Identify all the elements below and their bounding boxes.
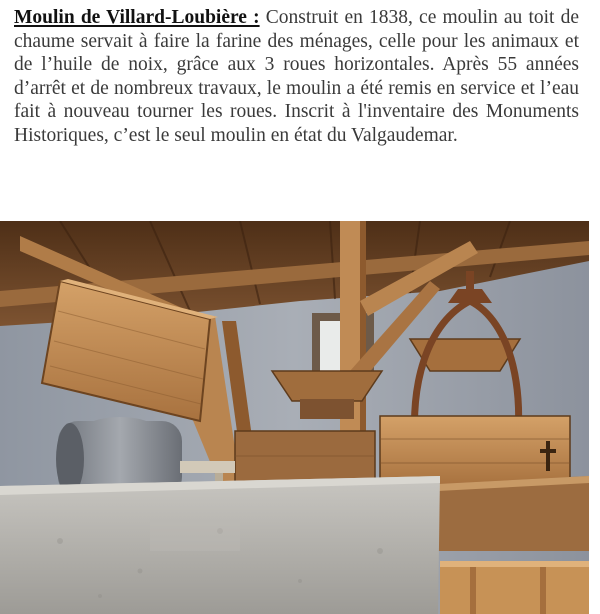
article-body: Construit en 1838, ce moulin au toit de chaume servait à faire la farine des ménages, celle pour les animaux et de l’huile de noix, grâce aux 3 roues horizontales. Après 55 années d’arrêt et de nombreux travaux, le moulin a été remis en service et l’eau fait à nouveau tourner les roues. Inscrit à l'inventaire des Monuments Historiques, c’est le seul moulin en état du Valgaudemar.	[14, 7, 580, 146]
article-paragraph	[14, 6, 579, 147]
article-title: Moulin de Villard-Loubière :	[14, 7, 260, 28]
mill-interior-photo	[0, 221, 589, 614]
